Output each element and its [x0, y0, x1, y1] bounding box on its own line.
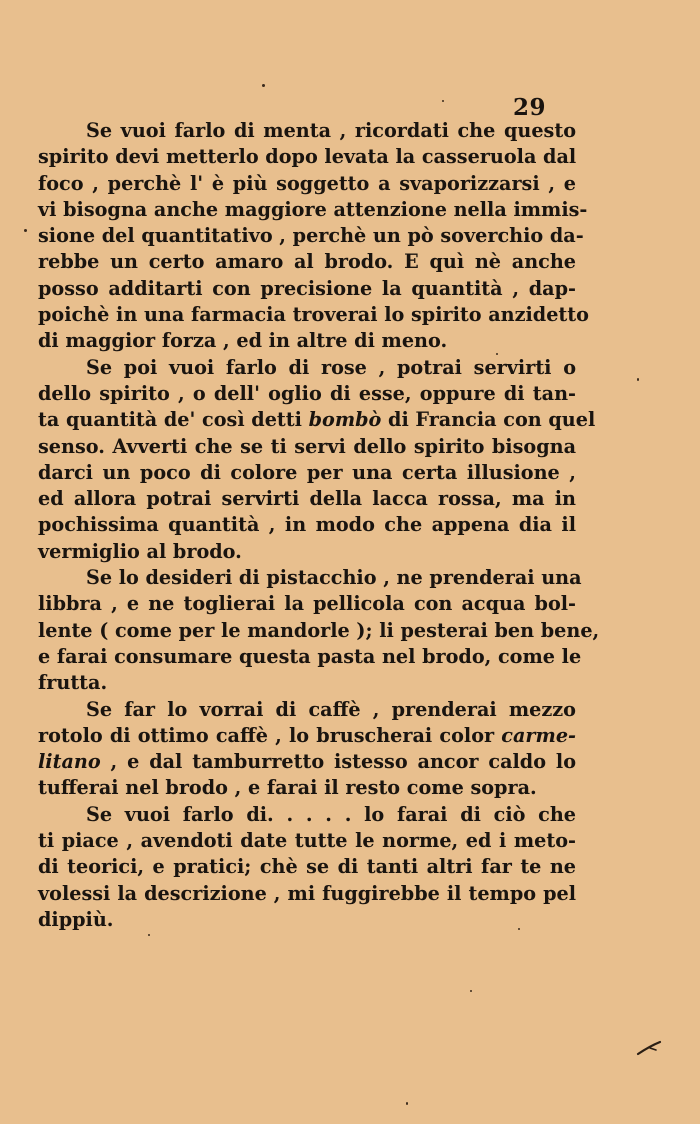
text-line: posso additarti con precisione la quantità , dap-	[38, 276, 576, 300]
print-speck	[262, 84, 265, 87]
text-line: dello spirito , o dell' oglio di esse, oppure di tan-	[38, 381, 576, 405]
print-speck	[470, 990, 472, 992]
body-text	[38, 118, 600, 933]
print-speck	[637, 378, 639, 381]
italic-word: bombò	[308, 408, 382, 432]
text-line: Se far lo vorrai di caffè , prenderai mezzo	[86, 697, 576, 721]
print-speck	[496, 353, 498, 355]
text-segment: rotolo di ottimo caffè , lo bruscherai color	[38, 723, 502, 747]
text-line: vermiglio al brodo.	[38, 539, 242, 563]
print-speck	[442, 100, 444, 102]
text-line: darci un poco di colore per una certa illusione ,	[38, 460, 576, 484]
text-segment: di Francia con quel	[381, 408, 596, 432]
text-line: lente ( come per le mandorle ); li pesterai ben bene,	[38, 618, 600, 642]
text-line: Se lo desideri di pistacchio , ne prenderai una	[86, 566, 582, 590]
text-line: libbra , e ne toglierai la pellicola con acqua bol-	[38, 592, 576, 616]
text-line	[38, 749, 576, 775]
text-line: foco , perchè l' è più soggetto a svaporizzarsi , e	[38, 171, 576, 195]
text-segment: ta quantità de' così detti	[38, 408, 309, 432]
text-line: spirito devi metterlo dopo levata la casseruola dal	[38, 145, 577, 169]
print-speck	[406, 1102, 408, 1105]
text-line: e farai consumare questa pasta nel brodo, come le	[38, 644, 582, 668]
italic-word: litano	[38, 750, 101, 774]
text-line: poichè in una farmacia troverai lo spirito anzidetto	[38, 303, 589, 327]
text-line: pochissima quantità , in modo che appena dia il	[38, 513, 576, 537]
print-speck	[518, 928, 520, 930]
text-line: ed allora potrai servirti della lacca rossa, ma in	[38, 487, 576, 511]
text-segment: , e dal tamburretto istesso ancor caldo lo	[100, 750, 576, 774]
text-line: rebbe un certo amaro al brodo. E quì nè anche	[38, 250, 576, 274]
text-line: Se poi vuoi farlo di rose , potrai servirti o	[86, 355, 576, 379]
text-line: di maggior forza , ed in altre di meno.	[38, 329, 448, 353]
text-line: sione del quantitativo , perchè un pò soverchio da-	[38, 224, 584, 248]
page-number: 29	[513, 94, 547, 121]
print-speck	[148, 934, 150, 936]
text-line: Se vuoi farlo di. . . . . lo farai di ciò che	[86, 802, 576, 826]
italic-word: carme-	[501, 723, 576, 747]
text-line: tufferai nel brodo , e farai il resto come sopra.	[38, 776, 537, 800]
text-line: frutta.	[38, 671, 108, 695]
text-line: di teorici, e pratici; chè se di tanti altri far te ne	[38, 855, 576, 879]
text-line: Se vuoi farlo di menta , ricordati che questo	[86, 119, 576, 142]
text-line: dippiù.	[38, 907, 114, 931]
text-line: senso. Avverti che se ti servi dello spirito bisogna	[38, 434, 576, 458]
text-line: vi bisogna anche maggiore attenzione nella immis-	[38, 197, 588, 221]
print-speck	[24, 229, 27, 232]
text-line	[38, 407, 596, 433]
text-line: ti piace , avendoti date tutte le norme, ed i meto-	[38, 829, 576, 853]
text-line	[38, 723, 576, 749]
pen-stroke-mark	[636, 1036, 664, 1058]
text-line: volessi la descrizione , mi fuggirebbe il tempo pel	[38, 881, 576, 905]
